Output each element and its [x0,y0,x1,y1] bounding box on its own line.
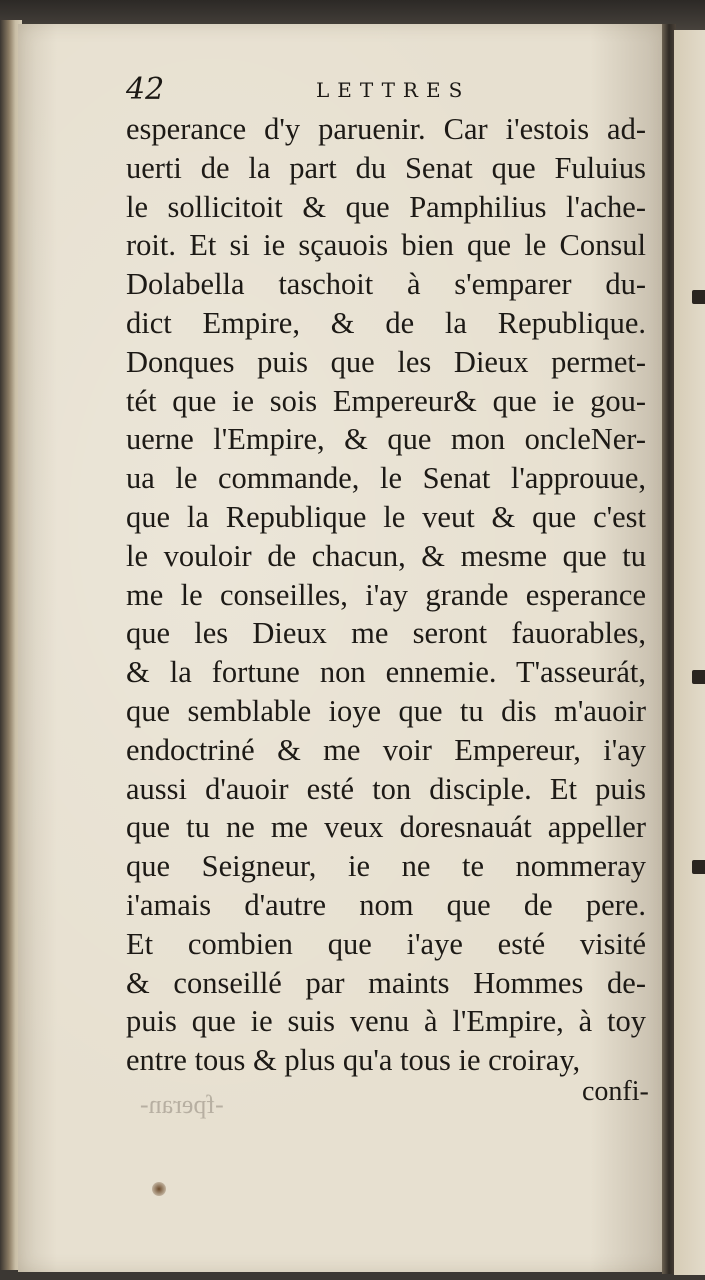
facing-page-ink-mark [692,670,705,684]
text-line: puis que ie suis venu à l'Empire, à toy [126,1004,646,1039]
running-head [126,72,646,112]
text-line: que la Republique le veut & que c'est [126,499,646,534]
text-line: Et combien que i'aye esté visité [126,926,646,961]
text-line: aussi d'auoir esté ton disciple. Et puis [126,771,646,806]
text-line: le sollicitoit & que Pamphilius l'ache- [126,189,646,224]
text-line: que les Dieux me seront fauorables, [126,616,646,651]
running-title: LETTRES [316,78,471,102]
body-text [126,110,646,1080]
facing-page-ink-mark [692,290,705,304]
facing-page-ink-mark [692,860,705,874]
show-through-text: -fperan- [140,1090,224,1119]
text-line: entre tous & plus qu'a tous ie croiray, [126,1043,581,1078]
text-line: Dolabella taschoit à s'emparer du- [126,267,646,302]
text-line: dict Empire, & de la Republique. [126,305,646,340]
text-line: & conseillé par maints Hommes de- [126,965,646,1000]
page-number: 42 [126,72,165,107]
text-line: que Seigneur, ie ne te nommeray [126,849,646,884]
text-line: me le conseilles, i'ay grande esperance [126,577,646,612]
paper-stain [152,1182,166,1196]
text-line: ua le commande, le Senat l'approuue, [126,461,646,496]
text-line: endoctriné & me voir Empereur, i'ay [126,732,646,767]
text-line: Donques puis que les Dieux permet- [126,344,646,379]
facing-page-edge [674,30,705,1275]
text-line: que tu ne me veux doresnauát appeller [126,810,646,845]
text-line: que semblable ioye que tu dis m'auoir [126,693,646,728]
text-line: uerti de la part du Senat que Fuluius [126,150,646,185]
text-line: tét que ie sois Empereur& que ie gou- [126,383,646,418]
text-line: i'amais d'autre nom que de pere. [126,887,646,922]
text-line: esperance d'y paruenir. Car i'estois ad- [126,112,646,146]
text-line: & la fortune non ennemie. T'asseurát, [126,655,646,690]
text-line: roit. Et si ie sçauois bien que le Consul [126,228,646,263]
catchword: confi- [582,1076,649,1107]
text-line: uerne l'Empire, & que mon oncleNer- [126,422,646,457]
text-line: le vouloir de chacun, & mesme que tu [126,538,646,573]
